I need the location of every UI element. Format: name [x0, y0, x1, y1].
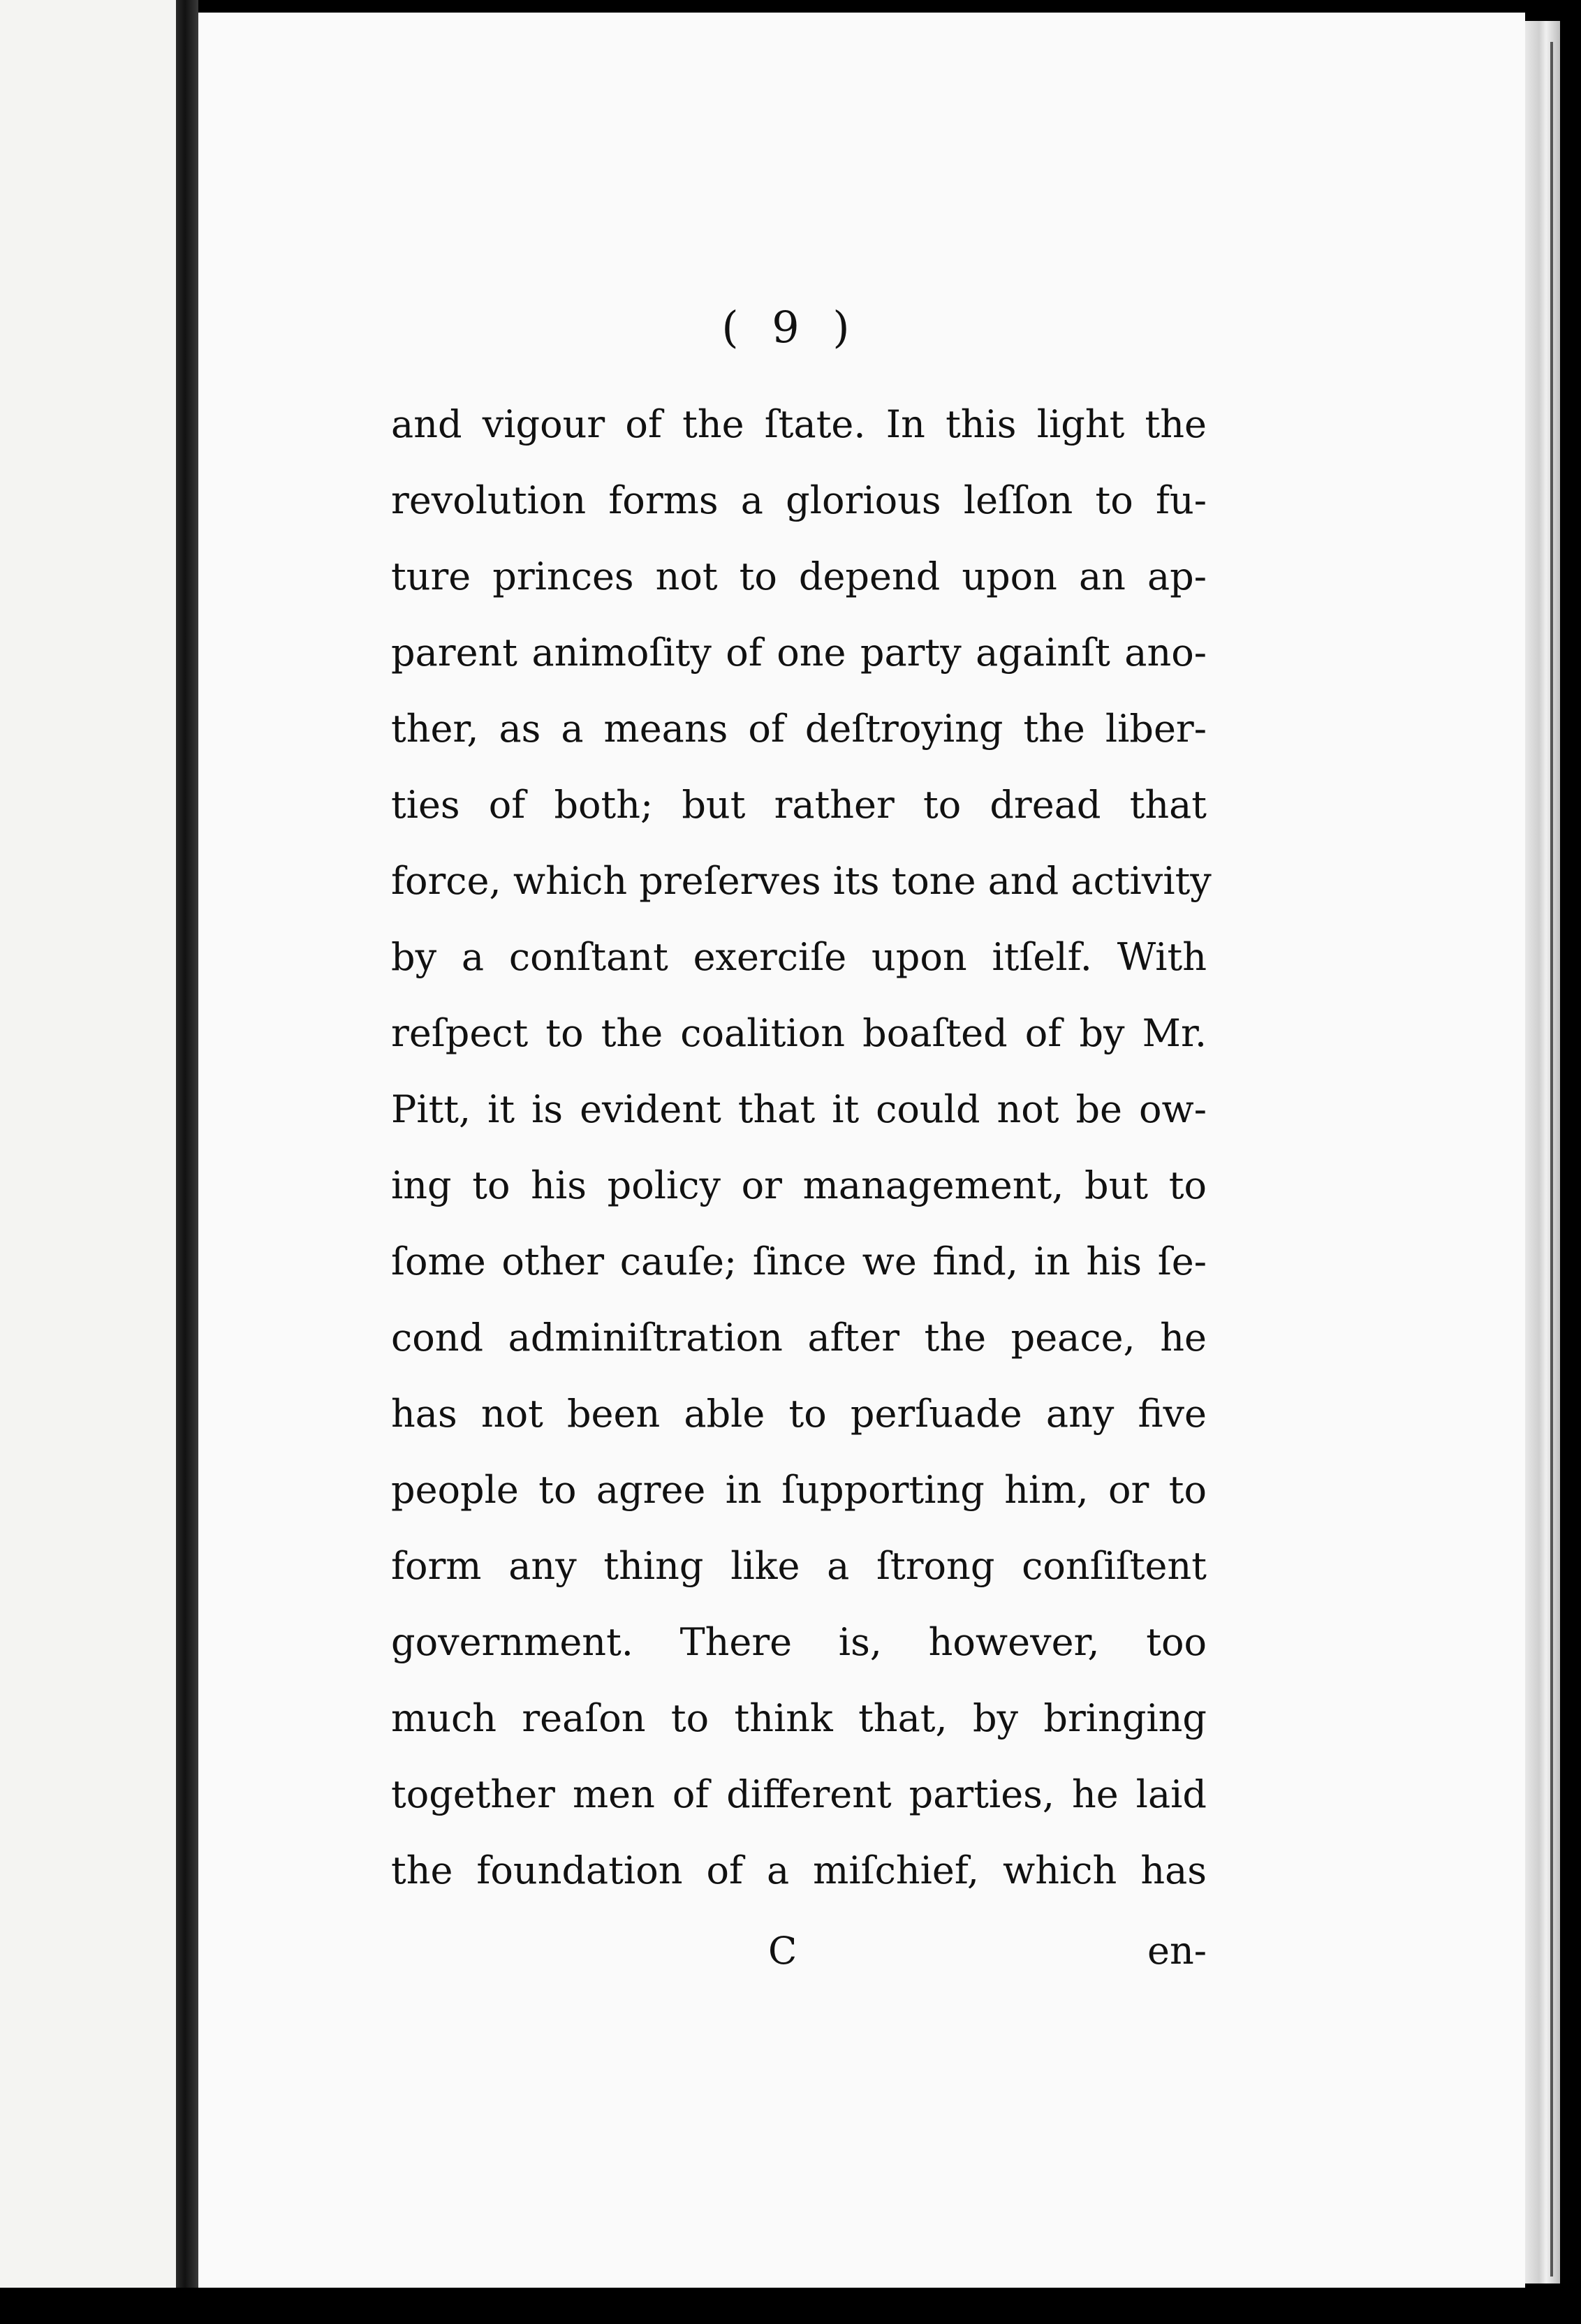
text-line: ther, as a means of deſtroying the liber- — [391, 707, 1207, 751]
page-edge-line — [1550, 42, 1553, 2277]
text-line: ing to his policy or management, but to — [391, 1163, 1207, 1207]
text-line: reſpect to the coalition boaſted of by Mr. — [391, 1011, 1207, 1055]
catchword: en- — [1147, 1929, 1207, 1973]
text-line: together men of different parties, he laid — [391, 1772, 1207, 1816]
signature-mark: C — [768, 1929, 797, 1973]
text-line: force, which preſerves its tone and activity — [391, 859, 1212, 903]
page-number: ( 9 ) — [721, 302, 860, 353]
text-line: Pitt, it is evident that it could not be ow- — [391, 1087, 1207, 1131]
text-line: ſome other cauſe; ſince we find, in his ſe- — [391, 1240, 1207, 1284]
text-line: and vigour of the ſtate. In this light the — [391, 402, 1207, 446]
text-line: has not been able to perſuade any five — [391, 1392, 1207, 1436]
scan-bottom-band — [0, 2288, 1581, 2324]
text-line: much reaſon to think that, by bringing — [391, 1696, 1207, 1740]
text-line: form any thing like a ſtrong conſiſtent — [391, 1544, 1207, 1588]
text-line: revolution forms a glorious leſſon to fu- — [391, 478, 1207, 522]
text-line: ties of both; but rather to dread that — [391, 783, 1207, 827]
body-text — [391, 391, 1212, 1913]
page-footer — [391, 1918, 1207, 1985]
text-line: government. There is, however, too — [391, 1620, 1207, 1664]
text-line: the foundation of a miſchief, which has — [391, 1848, 1207, 1892]
text-line: by a conſtant exerciſe upon itſelf. With — [391, 935, 1207, 979]
page-edge-right — [1525, 21, 1560, 2283]
text-line: ture princes not to depend upon an ap- — [391, 554, 1207, 598]
text-line: people to agree in ſupporting him, or to — [391, 1468, 1207, 1512]
text-line: parent animoſity of one party againſt ano- — [391, 631, 1207, 675]
text-line: cond adminiſtration after the peace, he — [391, 1316, 1207, 1360]
